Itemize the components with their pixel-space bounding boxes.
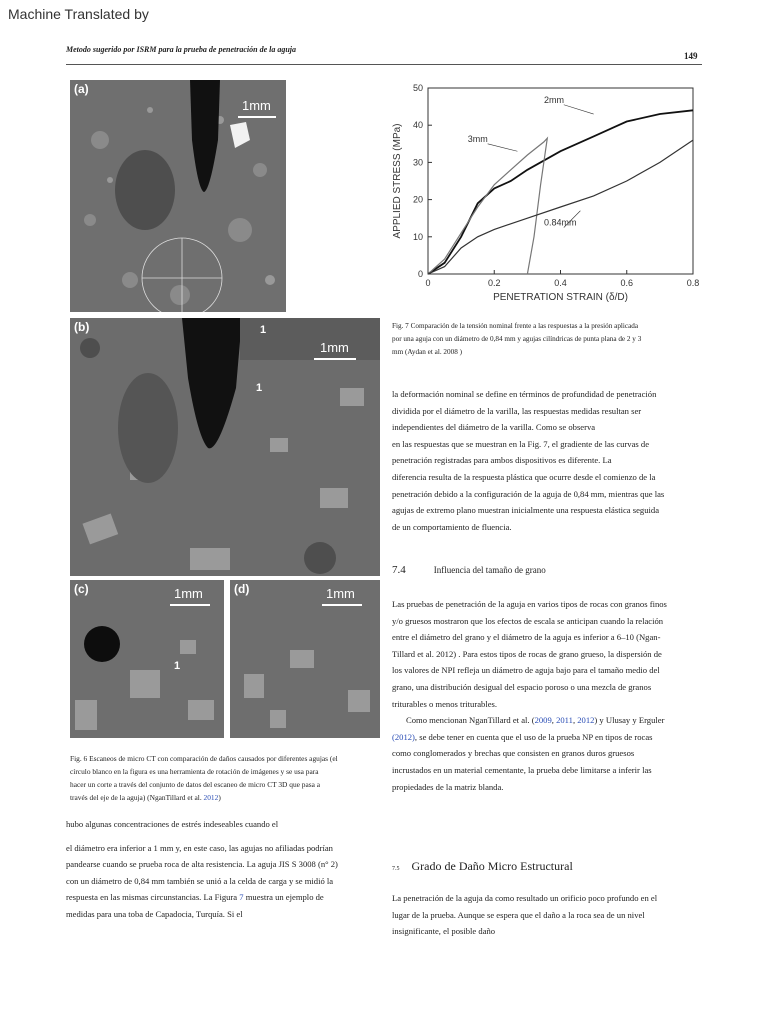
- x-tick-label: 0.2: [487, 278, 501, 288]
- citation-link-2009[interactable]: 2009: [534, 715, 552, 726]
- text-line: el diámetro era inferior a 1 mm y, en este caso, las agujas no afiliadas podrían: [66, 842, 333, 853]
- series-label-2mm: 2mm: [543, 94, 564, 105]
- figure6-caption-line: círculo blanco en la figura es una herramienta de rotación de imágenes y se usa para: [70, 767, 319, 776]
- series-label-leader: [564, 105, 594, 114]
- x-tick-label: 0.4: [554, 278, 567, 288]
- citation-link-2011[interactable]: 2011: [556, 715, 573, 726]
- text-span: , se debe tener en cuenta que el uso de la prueba NP en tipos de rocas: [414, 731, 653, 742]
- section-title: Influencia del tamaño de grano: [433, 565, 546, 575]
- section-number: 7.5: [392, 866, 400, 872]
- panel-d-scale-bar: [322, 604, 362, 606]
- panel-b-scale-bar: [314, 358, 356, 360]
- text-line: [392, 729, 712, 746]
- text-line: incrustados en un material cementante, la prueba debe limitarse a inferir las: [392, 764, 652, 775]
- series-line-3mm: [428, 138, 547, 274]
- figure6-caption-line: hacer un corte a través del conjunto de datos del escaneo de micro CT 3D que pasa a: [70, 780, 321, 789]
- figure7-caption: [392, 320, 704, 359]
- x-axis-label: PENETRATION STRAIN (δ/D): [493, 292, 628, 303]
- text-line: en las respuestas que se muestran en la Fig. 7, el gradiente de las curvas de: [392, 438, 650, 449]
- section-7-5-heading: [392, 857, 573, 875]
- y-tick-label: 30: [412, 157, 423, 168]
- series-label-leader: [488, 144, 518, 151]
- text-line: hubo algunas concentraciones de estrés indeseables cuando el: [66, 819, 279, 829]
- panel-b-mark-1: 1: [260, 324, 267, 336]
- caption-text: ): [218, 793, 221, 802]
- y-axis-label: APPLIED STRESS (MPa): [392, 123, 403, 239]
- right-paragraph-2: [392, 596, 712, 795]
- section-number: 7.4: [392, 564, 406, 576]
- text-line: con un diámetro de 0,84 mm también se unió a la celda de carga y se midió la: [66, 875, 334, 886]
- text-line: [66, 889, 386, 906]
- figure6-caption-line: Fig. 6 Escaneos de micro CT con comparación de daños causados por diferentes agujas (el: [70, 754, 338, 763]
- figure7-chart: [388, 74, 708, 312]
- text-line: lugar de la prueba. Aunque se espera que el daño a la roca sea de un nivel: [392, 909, 645, 920]
- text-span: Como mencionan NganTillard et al. (: [406, 715, 535, 726]
- series-label-3mm: 3mm: [467, 133, 488, 144]
- text-line: penetración registradas para ambos dispositivos es diferente. La: [392, 455, 612, 466]
- y-tick-label: 0: [417, 269, 423, 279]
- section-7-4-heading: [392, 560, 546, 578]
- right-paragraph-4: [392, 890, 712, 940]
- panel-b-mark-2: 1: [256, 382, 263, 394]
- text-line: [392, 712, 712, 729]
- panel-c-scale-label: 1mm: [174, 586, 203, 601]
- text-line: la deformación nominal se define en términos de profundidad de penetración: [392, 389, 657, 399]
- text-span: respuesta en las mismas circunstancias. La Figura: [66, 892, 240, 903]
- panel-a-scale-bar: [238, 116, 276, 118]
- text-line: entre el diámetro del grano y el diámetro de la aguja es inferior a 6–10 (Ngan-: [392, 632, 661, 643]
- text-line: propiedades de la matriz blanda.: [392, 781, 504, 792]
- figure6-caption-line: [70, 791, 382, 804]
- y-tick-label: 10: [412, 231, 423, 242]
- y-tick-label: 20: [412, 194, 423, 205]
- text-line: grano, una distribución desigual del espacio poroso o una mezcla de granos: [392, 681, 652, 692]
- right-paragraph-1: [392, 386, 712, 535]
- figure6-panel-a: [70, 80, 286, 312]
- caption-text: través del eje de la aguja) (NganTillard et al.: [70, 793, 204, 802]
- panel-c-scale-bar: [170, 604, 210, 606]
- text-span: ) y Ulusay y Erguler: [594, 715, 665, 726]
- panel-d-scale-label: 1mm: [326, 586, 355, 601]
- citation-link-ulusay-2012[interactable]: (2012): [392, 731, 415, 742]
- panel-c-label: (c): [74, 582, 89, 596]
- machine-translated-banner: Machine Translated by: [8, 6, 149, 22]
- figure6-panel-c: [70, 580, 224, 738]
- figure6-caption: [70, 752, 382, 804]
- page-number: 149: [684, 51, 698, 61]
- citation-link-2012[interactable]: 2012: [203, 793, 219, 802]
- text-line: Las pruebas de penetración de la aguja en varios tipos de rocas con granos finos: [392, 599, 667, 609]
- running-title: Metodo sugerido por ISRM para la prueba de penetración de la aguja: [66, 45, 297, 54]
- citation-link-2012[interactable]: 2012: [577, 715, 595, 726]
- text-line: diferencia resulta de la respuesta plástica que ocurre desde el comienzo de la: [392, 471, 656, 482]
- header-rule: [66, 64, 702, 65]
- text-span: muestra un ejemplo de: [243, 892, 324, 903]
- figure7-caption-line: mm (Aydan et al. 2008 ): [392, 348, 462, 356]
- text-line: y/o gruesos mostraron que los efectos de escala se anticipan cuando la relación: [392, 615, 664, 626]
- x-tick-label: 0.8: [686, 278, 700, 288]
- panel-a-label: (a): [74, 82, 89, 96]
- y-tick-label: 50: [412, 83, 423, 93]
- figure7-caption-line: Fig. 7 Comparación de la tensión nominal frente a las respuestas a la presión aplicada: [392, 322, 639, 330]
- text-line: agujas de extremo plano muestran inicialmente una respuesta elástica seguida: [392, 505, 660, 516]
- panel-c-mark-1: 1: [174, 660, 181, 672]
- text-line: como conglomerados y brechas que consisten en granos duros gruesos: [392, 748, 635, 759]
- text-line: La penetración de la aguja da como resultado un orificio poco profundo en el: [392, 893, 658, 903]
- text-line: insignificante, el posible daño: [392, 926, 496, 937]
- series-label-084mm: 0.84mm: [543, 217, 577, 228]
- text-line: de un comportamiento de fluencia.: [392, 521, 512, 532]
- panel-b-scale-label: 1mm: [320, 340, 349, 355]
- ct-scan-a-image: [70, 80, 286, 312]
- text-span: ,: [551, 715, 557, 726]
- text-line: los valores de NPI refleja un diámetro de aguja bajo para el tamaño medio del: [392, 665, 660, 676]
- panel-d-label: (d): [234, 582, 250, 596]
- x-tick-label: 0: [425, 278, 431, 288]
- text-line: penetración debido a la configuración de la aguja de 0,84 mm, mientras que las: [392, 488, 665, 499]
- figure6-panel-b: [70, 318, 380, 576]
- text-line: triturables o menos triturables.: [392, 698, 498, 709]
- ct-scan-b-image: [70, 318, 380, 576]
- text-line: medidas para una toba de Capadocia, Turquía. Si el: [66, 908, 243, 919]
- text-line: pandearse cuando se prueba roca de alta resistencia. La aguja JIS S 3008 (n° 2): [66, 859, 338, 870]
- x-tick-label: 0.6: [620, 278, 634, 288]
- panel-a-scale-label: 1mm: [242, 98, 271, 113]
- text-line: Tillard et al. 2012) . Para estos tipos de rocas de grano grueso, la dispersión de: [392, 648, 662, 659]
- figure6-panel-d: [230, 580, 380, 738]
- series-line-084mm: [428, 140, 693, 274]
- y-tick-label: 40: [412, 120, 423, 131]
- text-line: dividida por el diámetro de la varilla, las respuestas medidas resultan ser: [392, 405, 642, 416]
- text-line: independientes del diámetro de la varilla. Como se observa: [392, 422, 596, 433]
- figure-ref-link[interactable]: 7: [239, 892, 244, 903]
- panel-b-label: (b): [74, 320, 90, 334]
- left-column-text: [66, 816, 386, 923]
- section-title: Grado de Daño Micro Estructural: [411, 859, 573, 873]
- figure7-caption-line: por una aguja con un diámetro de 0,84 mm y agujas cilíndricas de punta plana de 2 y 3: [392, 335, 642, 343]
- text-span: ,: [572, 715, 578, 726]
